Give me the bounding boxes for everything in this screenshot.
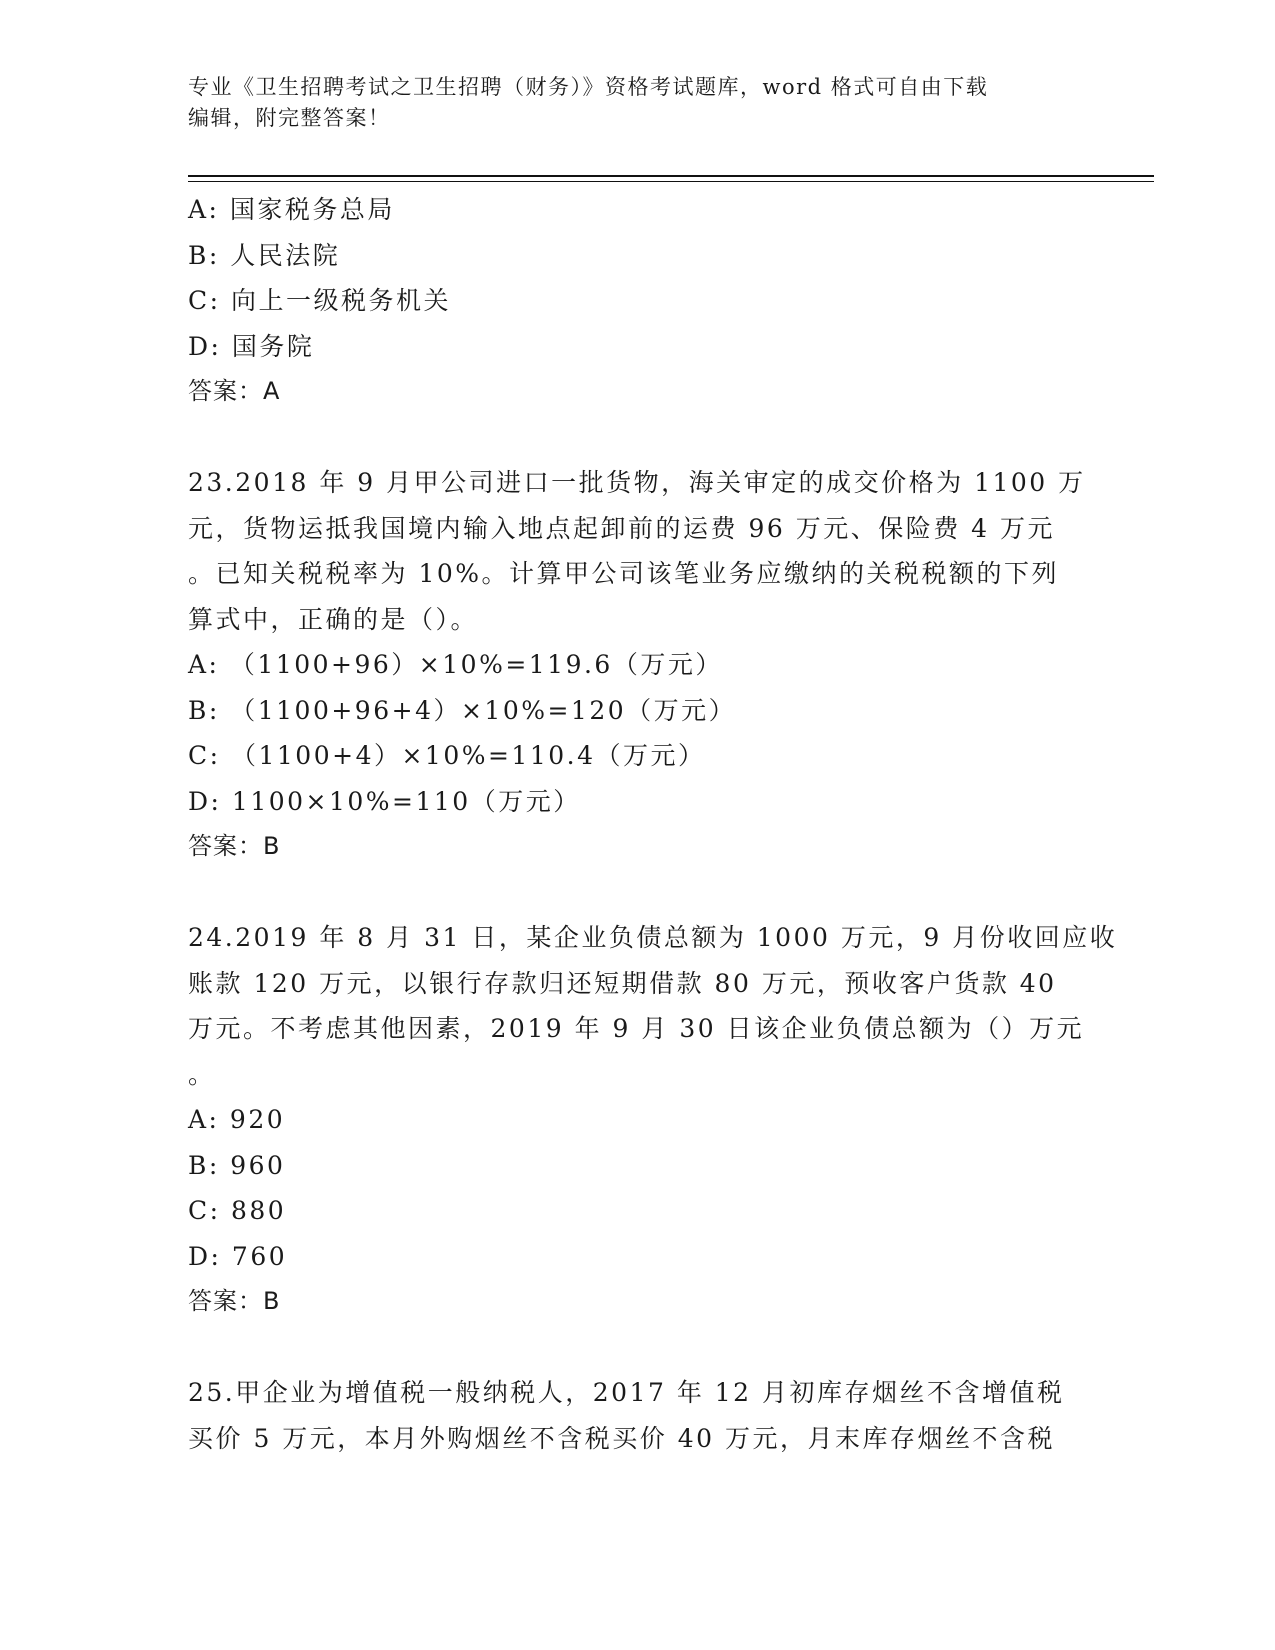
question-stem-line: 24.2019 年 8 月 31 日，某企业负债总额为 1000 万元，9 月份收回应收 — [188, 923, 1118, 952]
option-b: B: （1100+96+4）×10%=120（万元） — [188, 695, 737, 725]
question-23-block — [188, 460, 1088, 870]
spacer — [188, 1325, 1088, 1371]
answer-label: 答案：B — [188, 1287, 281, 1315]
question-stem-line: 万元。不考虑其他因素，2019 年 9 月 30 日该企业负债总额为（）万元 — [188, 1014, 1085, 1043]
question-content — [188, 187, 1118, 1461]
question-stem-line: 25.甲企业为增值税一般纳税人，2017 年 12 月初库存烟丝不含增值税 — [188, 1378, 1065, 1407]
option-a: A: （1100+96）×10%=119.6（万元） — [188, 650, 723, 679]
option-d: D: 国务院 — [188, 331, 315, 361]
spacer — [188, 415, 1088, 461]
question-22-block — [188, 187, 1088, 415]
answer-label: 答案：A — [188, 377, 281, 405]
option-d: D: 760 — [188, 1241, 288, 1271]
option-b: B: 960 — [188, 1150, 286, 1180]
header-divider-thick — [188, 175, 1154, 177]
option-c: C: （1100+4）×10%=110.4（万元） — [188, 741, 706, 770]
option-c: C: 向上一级税务机关 — [188, 286, 451, 315]
question-stem-line: 算式中，正确的是（）。 — [188, 604, 479, 634]
option-a: A: 920 — [188, 1105, 286, 1134]
option-c: C: 880 — [188, 1196, 287, 1225]
question-25-block — [188, 1370, 1088, 1461]
document-header — [188, 72, 1088, 134]
question-stem-line: 元，货物运抵我国境内输入地点起卸前的运费 96 万元、保险费 4 万元 — [188, 513, 1056, 543]
answer-label: 答案：B — [188, 832, 281, 860]
header-line-2: 编辑，附完整答案！ — [188, 106, 391, 130]
question-stem-line: 。已知关税税率为 10%。计算甲公司该笔业务应缴纳的关税税额的下列 — [188, 559, 1060, 588]
question-stem-line: 买价 5 万元，本月外购烟丝不含税买价 40 万元，月末库存烟丝不含税 — [188, 1423, 1056, 1453]
question-stem-line: 23.2018 年 9 月甲公司进口一批货物，海关审定的成交价格为 1100 万 — [188, 468, 1086, 497]
option-a: A: 国家税务总局 — [188, 195, 395, 224]
option-d: D: 1100×10%=110（万元） — [188, 786, 581, 816]
question-24-block — [188, 915, 1118, 1325]
header-line-1: 专业《卫生招聘考试之卫生招聘（财务）》资格考试题库，word 格式可自由下载 — [188, 75, 989, 99]
header-divider-thin — [188, 181, 1154, 182]
spacer — [188, 870, 1088, 916]
question-stem-line: 账款 120 万元，以银行存款归还短期借款 80 万元，预收客户货款 40 — [188, 968, 1057, 998]
question-stem-line: 。 — [188, 1059, 216, 1089]
option-b: B: 人民法院 — [188, 240, 341, 270]
